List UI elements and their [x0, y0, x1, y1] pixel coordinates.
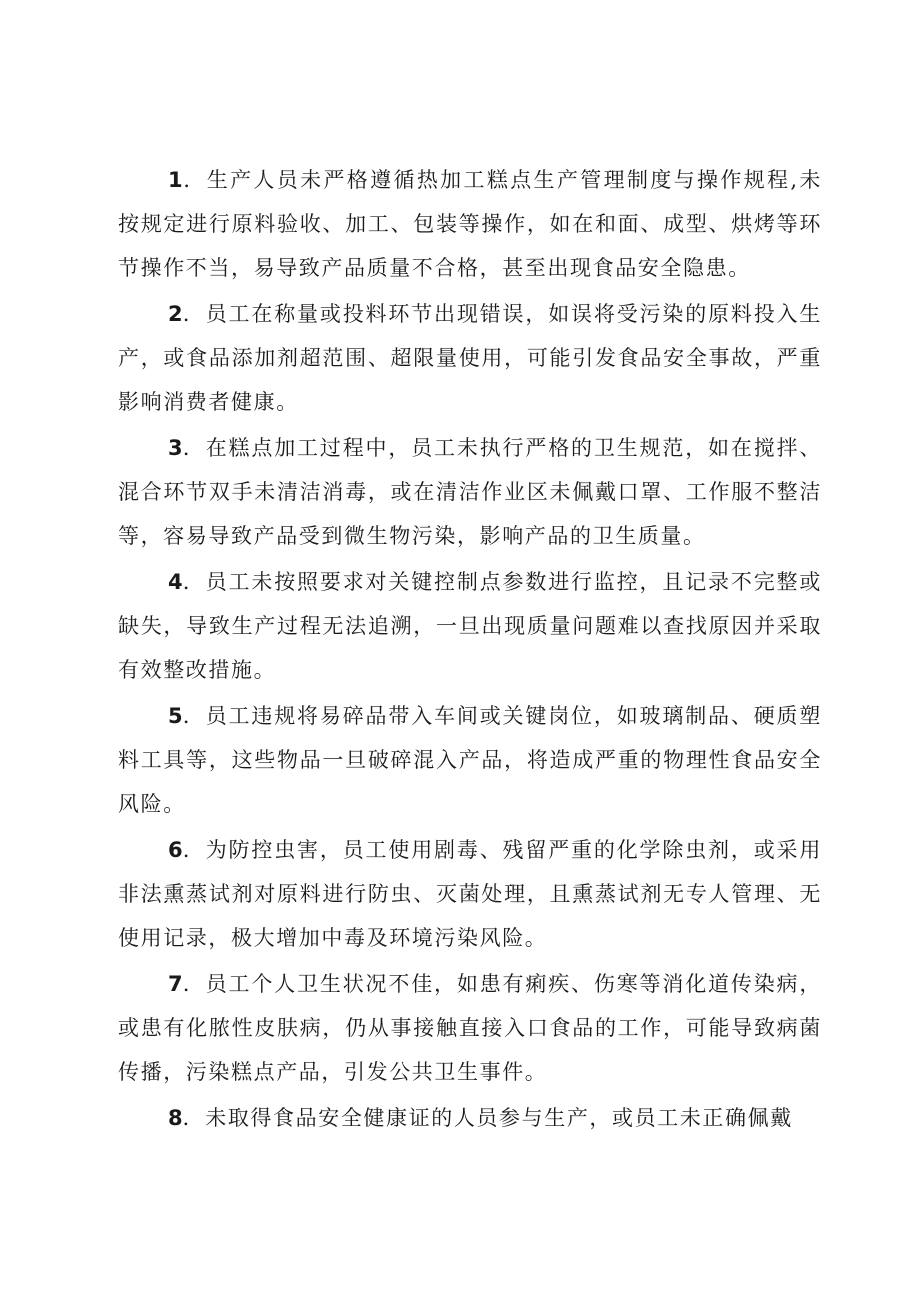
- paragraph-text: ．员工违规将易碎品带入车间或关键岗位，如玻璃制品、硬质塑料工具等，这些物品一旦破碎混入产品，将造成严重的物理性食品安全风险。: [118, 704, 822, 816]
- paragraph-6: [118, 828, 822, 960]
- paragraph-text: ．员工个人卫生状况不佳，如患有痢疾、伤寒等消化道传染病，或患有化脓性皮肤病，仍从事接触直接入口食品的工作，可能导致病菌传播，污染糕点产品，引发公共卫生事件。: [118, 972, 822, 1084]
- paragraph-text: ．员工未按照要求对关键控制点参数进行监控，且记录不完整或缺失，导致生产过程无法追溯，一旦出现质量问题难以查找原因并采取有效整改措施。: [118, 570, 822, 682]
- paragraph-7: [118, 962, 822, 1094]
- paragraph-1: [118, 158, 822, 290]
- paragraph-8: [118, 1096, 822, 1140]
- paragraph-5: [118, 694, 822, 826]
- paragraph-number: 5: [168, 704, 183, 728]
- paragraph-4: [118, 560, 822, 692]
- paragraph-number: 1: [168, 168, 183, 192]
- paragraph-text: ．为防控虫害，员工使用剧毒、残留严重的化学除虫剂，或采用非法熏蒸试剂对原料进行防虫、灭菌处理，且熏蒸试剂无专人管理、无使用记录，极大增加中毒及环境污染风险。: [118, 838, 822, 950]
- paragraph-text: ．员工在称量或投料环节出现错误，如误将受污染的原料投入生产，或食品添加剂超范围、超限量使用，可能引发食品安全事故，严重影响消费者健康。: [118, 302, 822, 414]
- paragraph-text: ．生产人员未严格遵循热加工糕点生产管理制度与操作规程,未按规定进行原料验收、加工、包装等操作，如在和面、成型、烘烤等环节操作不当，易导致产品质量不合格，甚至出现食品安全隐患。: [118, 168, 822, 280]
- paragraph-3: [118, 426, 822, 558]
- paragraph-2: [118, 292, 822, 424]
- paragraph-number: 8: [168, 1106, 183, 1130]
- paragraph-text: ．未取得食品安全健康证的人员参与生产，或员工未正确佩戴: [182, 1106, 793, 1130]
- paragraph-number: 3: [168, 436, 183, 460]
- paragraph-number: 4: [168, 570, 183, 594]
- document-body: [118, 158, 822, 1142]
- paragraph-text: ．在糕点加工过程中，员工未执行严格的卫生规范，如在搅拌、混合环节双手未清洁消毒，或在清洁作业区未佩戴口罩、工作服不整洁等，容易导致产品受到微生物污染，影响产品的卫生质量。: [118, 436, 822, 548]
- paragraph-number: 2: [168, 302, 183, 326]
- paragraph-number: 6: [168, 838, 183, 862]
- paragraph-number: 7: [168, 972, 183, 996]
